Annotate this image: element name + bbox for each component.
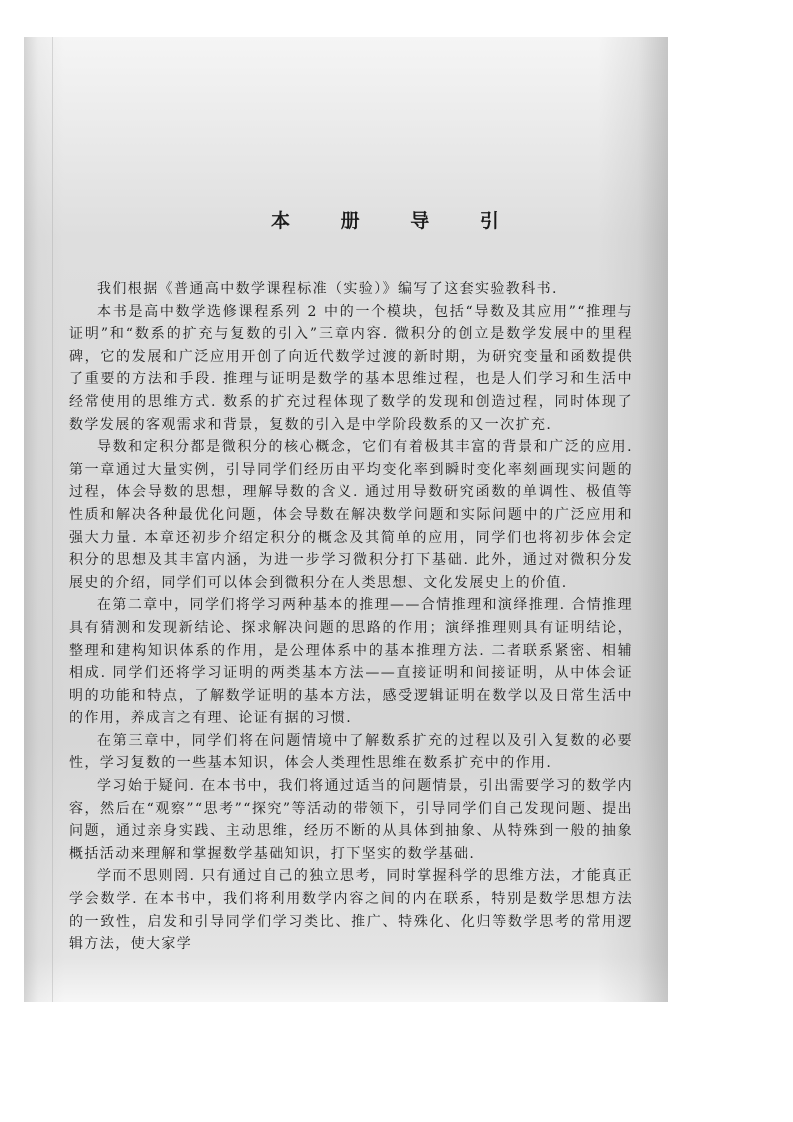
paragraph-intro: 我们根据《普通高中数学课程标准（实验）》编写了这套实验教科书.	[97, 281, 558, 297]
page-title: 本 册 导 引	[271, 210, 521, 232]
body-text	[69, 278, 633, 956]
paragraph-learning-questions: 学习始于疑问. 在本书中，我们将通过适当的问题情景，引出需要学习的数学内容，然后在“观察”“思考”“探究”等活动的带领下，引导同学们自己发现问题、提出问题，通过亲身实践、主动思维，经历不断的从具体到抽象、从特殊到一般的抽象概括活动来理解和掌握数学基础知识，打下坚实的数学基础.	[69, 778, 633, 862]
paragraph-chapter-one: 导数和定积分都是微积分的核心概念，它们有着极其丰富的背景和广泛的应用. 第一章通过大量实例，引导同学们经历由平均变化率到瞬时变化率刻画现实问题的过程，体会导数的思想，理解导数的含义. 通过用导数研究函数的单调性、极值等性质和解决各种最优化问题，体会导数在解决数学问题和实际问题中的广泛应用和强大力量. 本章还初步介绍定积分的概念及其简单的应用，同学们也将初步体会定积分的思想及其丰富内涵，为进一步学习微积分打下基础. 此外，通过对微积分发展史的介绍，同学们可以体会到微积分在人类思想、文化发展史上的价值.	[69, 439, 633, 591]
scanned-page	[24, 37, 668, 1002]
paragraph-learning-thinking: 学而不思则罔. 只有通过自己的独立思考，同时掌握科学的思维方法，才能真正学会数学. 在本书中，我们将利用数学内容之间的内在联系，特别是数学思想方法的一致性，启发和引导同学们学习类比、推广、特殊化、化归等数学思考的常用逻辑方法，使大家学	[69, 868, 633, 953]
paragraph-chapter-three: 在第三章中，同学们将在问题情境中了解数系扩充的过程以及引入复数的必要性，学习复数的一些基本知识，体会人类理性思维在数系扩充中的作用.	[69, 732, 633, 772]
paragraph-book-overview: 本书是高中数学选修课程系列 2 中的一个模块，包括“导数及其应用”“推理与证明”和“数系的扩充与复数的引入”三章内容. 微积分的创立是数学发展中的里程碑，它的发展和广泛应用开创了向近代数学过渡的新时期，为研究变量和函数提供了重要的方法和手段. 推理与证明是数学的基本思维过程，也是人们学习和生活中经常使用的思维方式. 数系的扩充过程体现了数学的发现和创造过程，同时体现了数学发展的客观需求和背景，复数的引入是中学阶段数系的又一次扩充.	[69, 303, 633, 433]
paragraph-chapter-two: 在第二章中，同学们将学习两种基本的推理——合情推理和演绎推理. 合情推理具有猜测和发现新结论、探求解决问题的思路的作用；演绎推理则具有证明结论，整理和建构知识体系的作用，是公理体系中的基本推理方法. 二者联系紧密、相辅相成. 同学们还将学习证明的两类基本方法——直接证明和间接证明，从中体会证明的功能和特点，了解数学证明的基本方法，感受逻辑证明在数学以及日常生活中的作用，养成言之有理、论证有据的习惯.	[69, 597, 633, 727]
